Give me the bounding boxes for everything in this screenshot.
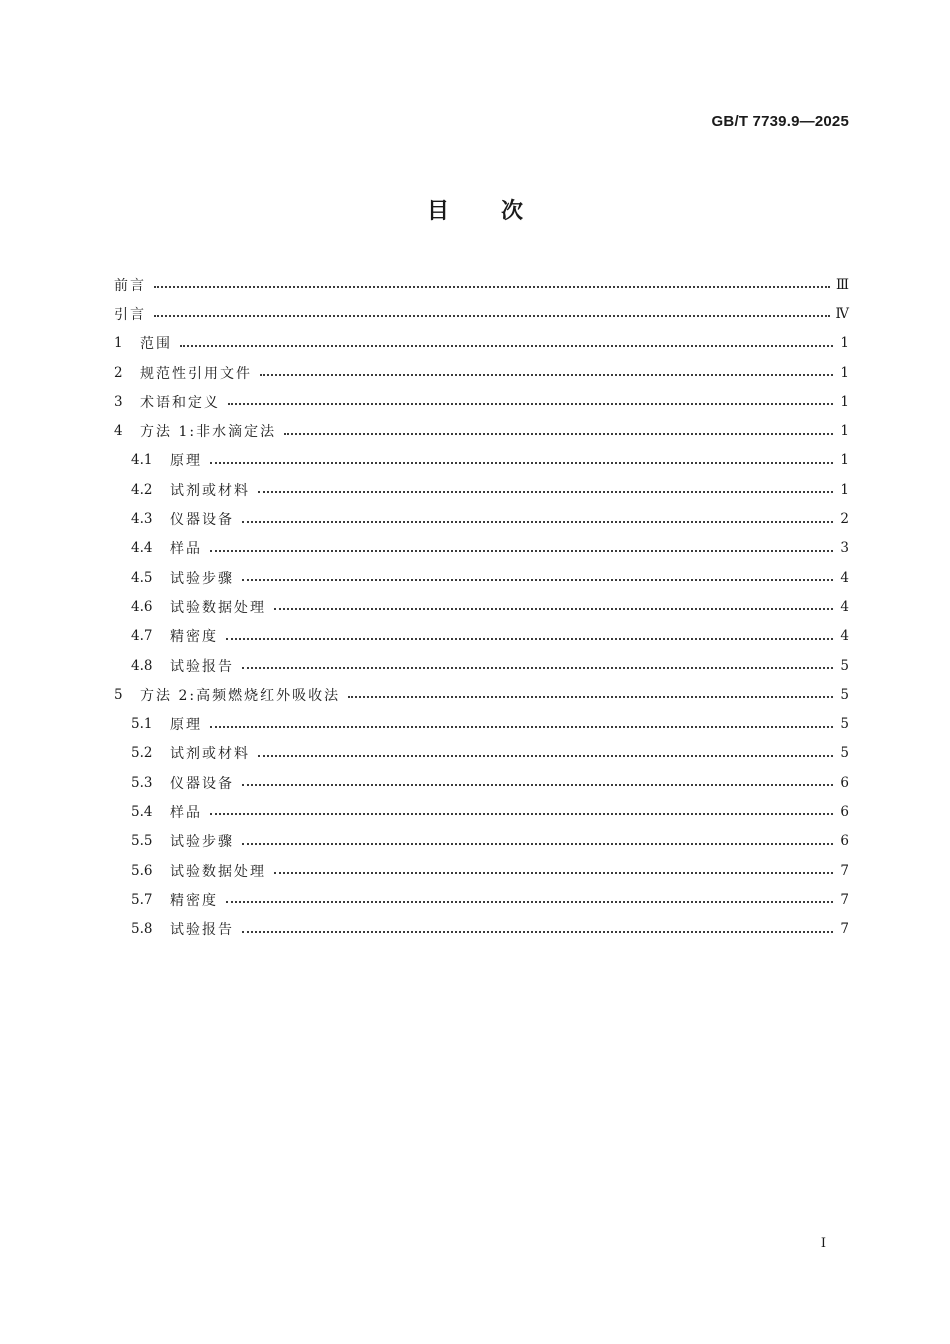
dot-leader [210, 812, 833, 815]
dot-leader [226, 637, 833, 640]
toc-entry-label: 精密度 [170, 629, 218, 646]
toc-entry-label: 试剂或材料 [170, 482, 250, 499]
dot-leader [180, 344, 833, 347]
toc-entry-5-5[interactable] [114, 827, 849, 856]
toc-entry-number: 4.3 [131, 511, 153, 528]
toc-entry-5-1[interactable] [114, 709, 849, 738]
toc-entry-label: 试验步骤 [170, 834, 234, 851]
toc-entry-label: 规范性引用文件 [140, 365, 252, 382]
toc-entry-introduction[interactable] [114, 299, 849, 328]
toc-entry-number: 5.4 [131, 803, 153, 820]
toc-entry-label: 范围 [140, 336, 172, 353]
toc-entry-number: 5.2 [131, 745, 153, 762]
dot-leader [258, 754, 833, 757]
toc-entry-number: 4 [114, 423, 123, 440]
toc-entry-number: 5.8 [131, 921, 153, 938]
toc-entry-5-2[interactable] [114, 739, 849, 768]
toc-entry-label: 试验步骤 [170, 570, 234, 587]
dot-leader [210, 461, 833, 464]
dot-leader [260, 373, 833, 376]
toc-entry-number: 5 [114, 686, 123, 703]
toc-entry-label: 术语和定义 [140, 394, 220, 411]
toc-entry-page: 1 [840, 364, 849, 381]
toc-entry-page: 3 [840, 540, 849, 557]
toc-entry-label: 试验数据处理 [170, 599, 266, 616]
toc-entry-5-4[interactable] [114, 797, 849, 826]
toc-entry-page: 2 [840, 511, 849, 528]
dot-leader [210, 549, 833, 552]
toc-entry-5[interactable] [114, 680, 849, 709]
toc-entry-page: 1 [840, 452, 849, 469]
toc-entry-page: 5 [840, 745, 849, 762]
toc-entry-3[interactable] [114, 387, 849, 416]
toc-entry-number: 5.7 [131, 891, 153, 908]
toc-entry-number: 1 [114, 335, 123, 352]
dot-leader [242, 842, 833, 845]
toc-entry-page: 5 [840, 657, 849, 674]
dot-leader [242, 520, 833, 523]
toc-entry-label: 原理 [170, 717, 202, 734]
toc-entry-label: 试剂或材料 [170, 746, 250, 763]
toc-entry-label: 仪器设备 [170, 512, 234, 529]
toc-entry-label: 试验报告 [170, 658, 234, 675]
toc-entry-4-6[interactable] [114, 592, 849, 621]
toc-entry-label: 引言 [114, 306, 146, 323]
toc-entry-page: 7 [840, 921, 849, 938]
toc-entry-number: 4.4 [131, 540, 153, 557]
dot-leader [242, 930, 833, 933]
toc-entry-number: 2 [114, 364, 123, 381]
standard-code: GB/T 7739.9—2025 [711, 113, 849, 130]
toc-entry-number: 5.3 [131, 774, 153, 791]
toc-entry-5-3[interactable] [114, 768, 849, 797]
toc-entry-label: 精密度 [170, 892, 218, 909]
toc-entry-number: 5.5 [131, 833, 153, 850]
toc-entry-label: 方法 1:非水滴定法 [140, 424, 277, 441]
toc-entry-number: 4.8 [131, 657, 153, 674]
dot-leader [348, 695, 833, 698]
toc-entry-page: 1 [840, 393, 849, 410]
toc-entry-number: 4.1 [131, 452, 153, 469]
toc-entry-label: 前言 [114, 277, 146, 294]
toc-entry-page: 5 [840, 686, 849, 703]
toc-entry-page: 1 [840, 423, 849, 440]
toc-entry-page: 6 [840, 833, 849, 850]
toc-entry-4[interactable] [114, 416, 849, 445]
toc-entry-4-5[interactable] [114, 563, 849, 592]
dot-leader [284, 432, 833, 435]
page-number: I [820, 1236, 826, 1251]
dot-leader [274, 871, 833, 874]
dot-leader [154, 314, 830, 317]
toc-title: 目次 [426, 199, 575, 224]
dot-leader [258, 490, 833, 493]
toc-entry-number: 3 [114, 393, 123, 410]
toc-entry-page: 4 [840, 569, 849, 586]
toc-entry-4-4[interactable] [114, 534, 849, 563]
toc-entry-page: 4 [840, 628, 849, 645]
toc-entry-label: 试验报告 [170, 922, 234, 939]
toc-entry-page: 7 [840, 862, 849, 879]
toc-entry-4-2[interactable] [114, 475, 849, 504]
toc-entry-page: 6 [840, 803, 849, 820]
toc-entry-page: 6 [840, 774, 849, 791]
dot-leader [226, 900, 833, 903]
toc-entry-number: 5.6 [131, 862, 153, 879]
dot-leader [242, 783, 833, 786]
dot-leader [210, 725, 833, 728]
toc-entry-4-8[interactable] [114, 651, 849, 680]
toc-entry-page: 5 [840, 716, 849, 733]
toc-entry-page: 7 [840, 891, 849, 908]
toc-entry-label: 试验数据处理 [170, 863, 266, 880]
toc-entry-4-7[interactable] [114, 622, 849, 651]
dot-leader [154, 285, 830, 288]
toc-entry-label: 方法 2:高频燃烧红外吸收法 [140, 687, 341, 704]
toc-entry-page: 4 [840, 598, 849, 615]
toc-entry-label: 样品 [170, 541, 202, 558]
toc-entry-5-8[interactable] [114, 915, 849, 944]
table-of-contents [114, 270, 849, 944]
dot-leader [242, 578, 833, 581]
toc-entry-foreword[interactable] [114, 270, 849, 299]
toc-entry-page: 1 [840, 335, 849, 352]
toc-entry-page: 1 [840, 481, 849, 498]
toc-entry-number: 4.6 [131, 598, 153, 615]
toc-entry-5-6[interactable] [114, 856, 849, 885]
toc-entry-label: 原理 [170, 453, 202, 470]
toc-entry-2[interactable] [114, 358, 849, 387]
toc-entry-label: 样品 [170, 804, 202, 821]
toc-entry-5-7[interactable] [114, 885, 849, 914]
toc-entry-number: 4.2 [131, 481, 153, 498]
toc-entry-page: Ⅲ [835, 276, 849, 293]
toc-entry-number: 5.1 [131, 716, 153, 733]
dot-leader [228, 402, 833, 405]
toc-entry-number: 4.7 [131, 628, 153, 645]
dot-leader [242, 666, 833, 669]
toc-entry-label: 仪器设备 [170, 775, 234, 792]
toc-entry-number: 4.5 [131, 569, 153, 586]
dot-leader [274, 607, 833, 610]
toc-entry-1[interactable] [114, 329, 849, 358]
toc-entry-page: Ⅳ [835, 305, 849, 322]
toc-entry-4-3[interactable] [114, 504, 849, 533]
toc-entry-4-1[interactable] [114, 446, 849, 475]
